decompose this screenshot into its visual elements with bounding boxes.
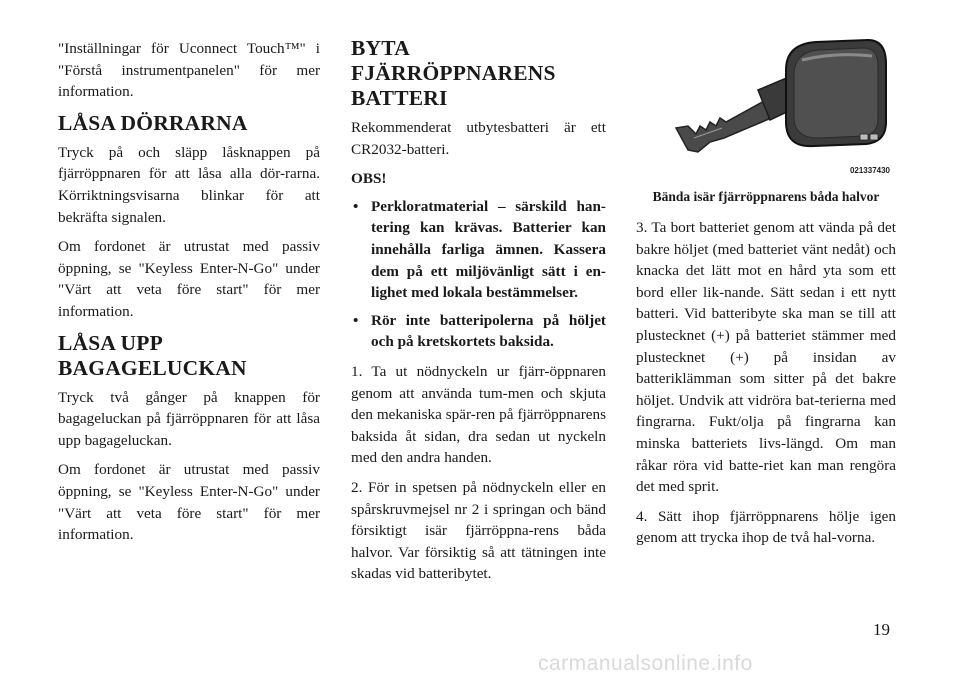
lock-doors-paragraph-2: Om fordonet är utrustat med passiv öppning, se "Keyless Enter-N-Go" under "Värt att veta före start" för mer information. [58, 238, 320, 320]
recommended-battery: Rekommenderat utbytesbatteri är ett CR2032-batteri. [351, 119, 606, 158]
note-item [351, 310, 606, 353]
battery-heading [351, 36, 606, 111]
note-text: Perkloratmaterial – särskild han-tering kan krävas. Batterier kan innehålla farliga ämnen. Kassera dem på ett miljövänligt sätt i en-lighet med lokala bestämmelser. [371, 197, 606, 302]
battery-heading-line2: BATTERI [351, 86, 448, 110]
step-2: 2. För in spetsen på nödnyckeln eller en spårskruvmejsel nr 2 i springan och bänd försiktigt isär fjärröppna-rens båda halvor. Var försiktig så att tätningen inte skadas vid batteribytet. [351, 478, 606, 583]
page-number: 19 [873, 620, 890, 639]
note-item [351, 196, 606, 304]
unlock-liftgate-heading [58, 331, 320, 381]
bullet: • [353, 311, 359, 329]
right-column [636, 30, 896, 557]
notes-list [351, 196, 606, 353]
figure-code: 021337430 [849, 166, 890, 175]
bullet: • [353, 197, 359, 215]
step-3: 3. Ta bort batteriet genom att vända på det bakre höljet (med batteriet vänt nedåt) och knacka det lätt mot en hård yta som ett bord eller lik-nande. Sätt sedan i ett nytt batteri. Vid batteribyte ska man se till att plustecknet (+) på batteriet stämmer med plustecknet (+) på insidan av batteriklämman som sitter på det bakre höljet. Undvik att vidröra bat-terierna med fingrarna. Fukt/olja på fingrarna kan minska batteriets livs-längd. Om man råkar röra vid batte-riet kan man rengöra det med sprit. [636, 219, 896, 496]
unlock-liftgate-heading-line2: BAGAGELUCKAN [58, 355, 247, 380]
obs-label: OBS! [351, 170, 387, 188]
unlock-liftgate-heading-line1: LÅSA UPP [58, 330, 163, 355]
key-fob-figure [636, 30, 896, 180]
lock-doors-paragraph-1: Tryck på och släpp låsknappen på fjärröppnaren för att låsa alla dör-rarna. Körriktningsvisarna blinkar för att bekräfta signalen. [58, 143, 320, 226]
middle-column [351, 36, 606, 593]
left-column [58, 38, 320, 554]
intro-paragraph: "Inställningar för Uconnect Touch™" i "Förstå instrumentpanelen" för mer information. [58, 40, 320, 101]
step-4: 4. Sätt ihop fjärröppnarens hölje igen genom att trycka ihop de två hal-vorna. [636, 507, 896, 547]
watermark-text: carmanualsonline.info [538, 652, 753, 675]
lock-doors-heading: LÅSA DÖRRARNA [58, 110, 248, 135]
unlock-liftgate-paragraph-2: Om fordonet är utrustat med passiv öppning, se "Keyless Enter-N-Go" under "Värt att veta före start" för mer information. [58, 461, 320, 544]
battery-heading-line1: BYTA FJÄRRÖPPNARENS [351, 36, 556, 85]
note-text: Rör inte batteripolerna på höljet och på kretskortets baksida. [371, 311, 606, 351]
step-1: 1. Ta ut nödnyckeln ur fjärr-öppnaren genom att använda tum-men och skjuta den mekaniska spär-ren på fjärröppnarens baksida åt sidan, dra sedan ut nyckeln med den andra handen. [351, 362, 606, 467]
unlock-liftgate-paragraph-1: Tryck två gånger på knappen för bagageluckan på fjärröppnaren för att låsa upp bagageluckan. [58, 388, 320, 449]
key-fob-illustration-icon [636, 30, 896, 170]
figure-caption: Bända isär fjärröppnarens båda halvor [652, 189, 880, 204]
